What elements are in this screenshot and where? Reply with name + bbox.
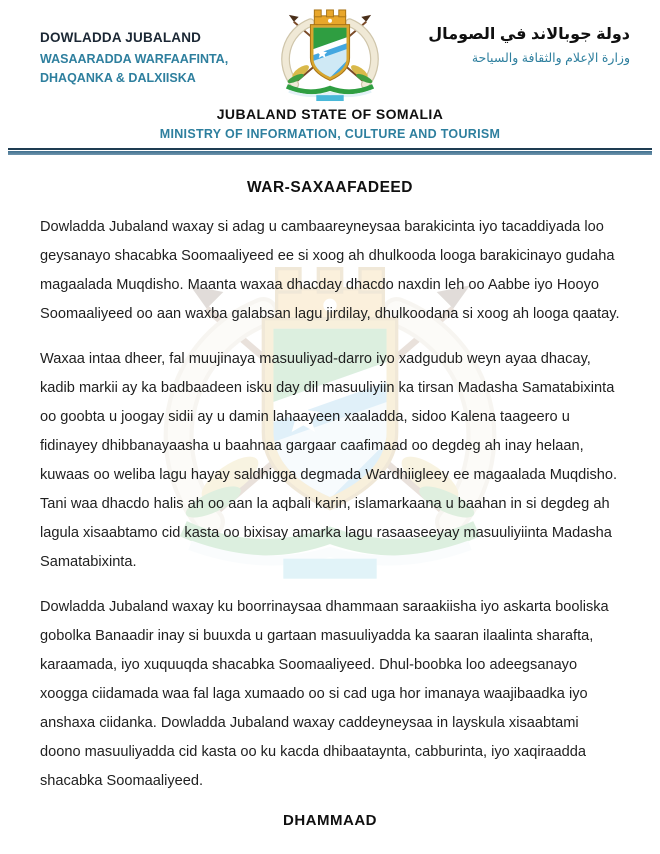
paragraph-3: Dowladda Jubaland waxay ku boorrinaysaa dhammaan saraakiisha iyo askarta booliska gobolka Banaadir inay si buuxda u gartaan masuuliyadda ka saaran ilaalinta sharafta, karaamada, iyo xuquuqda shacabka Soomaaliyeed. Dhul-boobka loo adeegsanayo xoogga ciidamada waa fal laga xumaado oo si cad uga hor imanaya waajibaadka iyo anshaxa ciidanka. Dowladda Jubaland waxay caddeyneysaa in layskula xisaabtami doono masuuliyadda cid kasta oo ku kacda dhibaataynta, cabburinta, iyo xaqiraadda shacabka Soomaaliyeed. (40, 599, 609, 789)
emblem-container (238, 8, 422, 102)
paragraph-2: Waxaa intaa dheer, fal muujinaya masuuliyad-darro iyo xadgudub weyn ayaa dhacay, kadib markii ay ka badbaadeen isku day dil masuuliyiin ka tirsan Madasha Samatabixinta oo goobta u joogay sidii ay u damin lahaayeen xaaladda, sidoo Kalena taageero u fidinayey dhibbanayaasha u baahnaa gargaar caafimaad oo degdeg ah inay helaan, kuwaas oo weliba lagu hayay saldhigga degmada Wardhiigleey ee magaalada Muqdisho. Tani waa dhacdo halis ah oo aan la aqbali karin, islamarkaana u baahan in si degdeg ah lagula xisaabtamo cid kasta oo bixisay amarka lagu rasaaseeyay masuuliyiinta Madasha Samatabixinta. (40, 351, 618, 570)
document-heading: WAR-SAXAAFADEED (247, 179, 413, 196)
letterhead (0, 0, 660, 102)
document-closing: DHAMMAAD (283, 812, 377, 829)
government-name-arabic: دولة جوبالاند في الصومال (428, 26, 630, 43)
ministry-name-somali-line2: DHAQANKA & DALXIISKA (40, 71, 196, 86)
government-name: DOWLADDA JUBALAND (40, 30, 202, 45)
jubaland-coat-of-arms-icon (271, 8, 389, 102)
state-title: JUBALAND STATE OF SOMALIA (216, 106, 444, 122)
letterhead-somali-block (0, 8, 238, 89)
document-body (0, 155, 660, 829)
ministry-name-arabic: وزارة الإعلام والثقافة والسياحة (471, 51, 630, 65)
header-divider (8, 148, 652, 155)
ministry-title: MINISTRY OF INFORMATION, CULTURE AND TOURISM (159, 127, 501, 141)
paragraph-1: Dowladda Jubaland waxay si adag u cambaareyneysaa barakicinta iyo tacaddiyada loo geysanayo shacabka Soomaaliyeed ee si xoog ah dhulkooda looga barakicinayo gudaha magaalada Muqdisho. Maanta waxaa dhacday dhacdo naxdin leh oo Aabbe iyo Hooyo Soomaaliyeed oo aan waxba galabsan lagu jirdilay, dhulkoodana si xoog ah looga qaatay. (40, 219, 620, 322)
letterhead-arabic-block (422, 8, 660, 65)
ministry-name-somali-line1: WASAARADDA WARFAAFINTA, (40, 52, 229, 66)
